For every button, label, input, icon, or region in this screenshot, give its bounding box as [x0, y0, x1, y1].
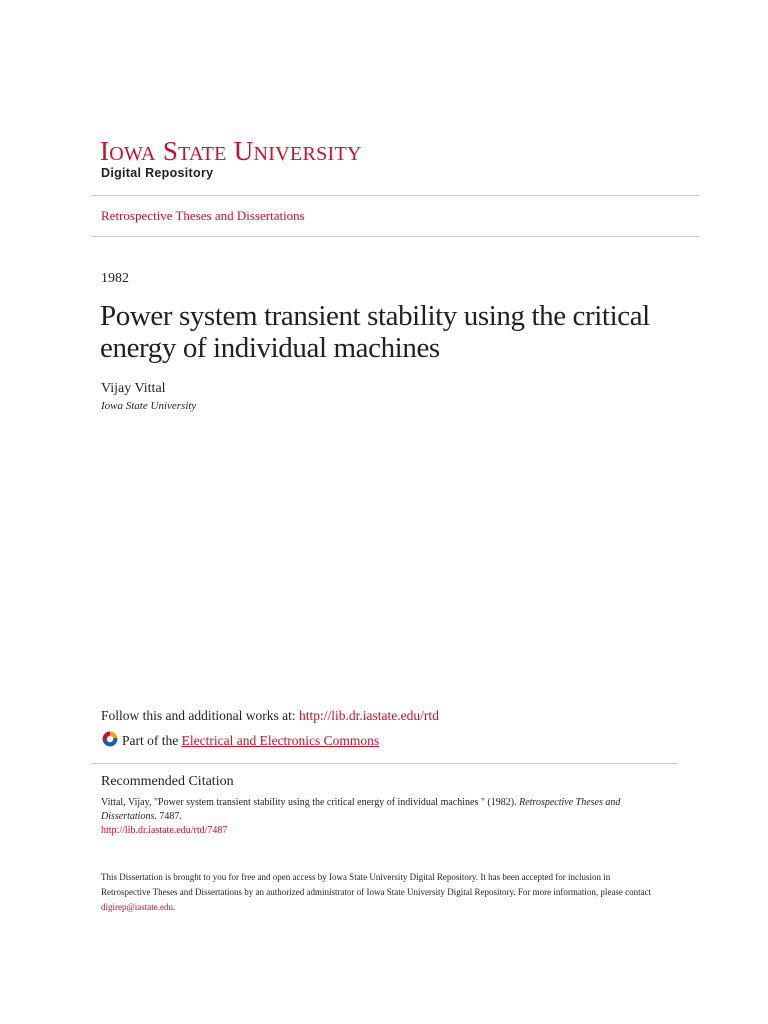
top-divider: [91, 195, 700, 196]
logo-letter: I: [100, 136, 110, 166]
citation-divider: [91, 763, 678, 764]
citation-body: Vittal, Vijay, "Power system transient stability using the critical energy of individual machines " (1982).: [101, 797, 520, 808]
university-logo-title: [100, 136, 362, 169]
collection-divider: [91, 236, 700, 237]
publication-year: 1982: [101, 271, 129, 286]
logo-subtitle: Digital Repository: [101, 166, 214, 180]
logo-letter: S: [162, 136, 179, 166]
repository-url-link[interactable]: http://lib.dr.iastate.edu/rtd: [299, 708, 439, 723]
citation-heading: Recommended Citation: [101, 774, 234, 789]
follow-label: Follow this and additional works at:: [101, 708, 299, 723]
contact-email-link[interactable]: digirep@iastate.edu: [101, 902, 174, 912]
document-title: Power system transient stability using the critical energy of individual machines: [100, 300, 650, 364]
network-commons-icon: [101, 730, 122, 752]
logo-text: NIVERSITY: [253, 143, 362, 165]
footer-end: .: [173, 902, 176, 912]
logo-text: OWA: [109, 143, 156, 165]
commons-discipline-link[interactable]: Electrical and Electronics Commons: [181, 733, 380, 748]
citation-number: . 7487.: [154, 811, 182, 822]
citation-text: [101, 796, 661, 838]
part-of-line: [101, 730, 379, 752]
author-affiliation: Iowa State University: [101, 400, 197, 412]
collection-link[interactable]: Retrospective Theses and Dissertations: [101, 208, 305, 223]
follow-line: [101, 708, 439, 724]
footer-notice: [101, 870, 661, 915]
part-of-label: Part of the: [122, 733, 182, 748]
citation-series: Retrospective Theses and Dissertations: [101, 797, 621, 822]
logo-letter: U: [233, 136, 254, 166]
footer-text: This Dissertation is brought to you for free and open access by Iowa State University Digital Repository. It has been accepted for inclusion in Retrospective Theses and Dissertations by an authorized administrator of Iowa State University Digital Repository. For more information, please contact: [101, 872, 652, 897]
logo-text: TATE: [178, 143, 227, 165]
author-name: Vijay Vittal: [101, 381, 166, 396]
citation-url-link[interactable]: http://lib.dr.iastate.edu/rtd/7487: [101, 825, 228, 836]
